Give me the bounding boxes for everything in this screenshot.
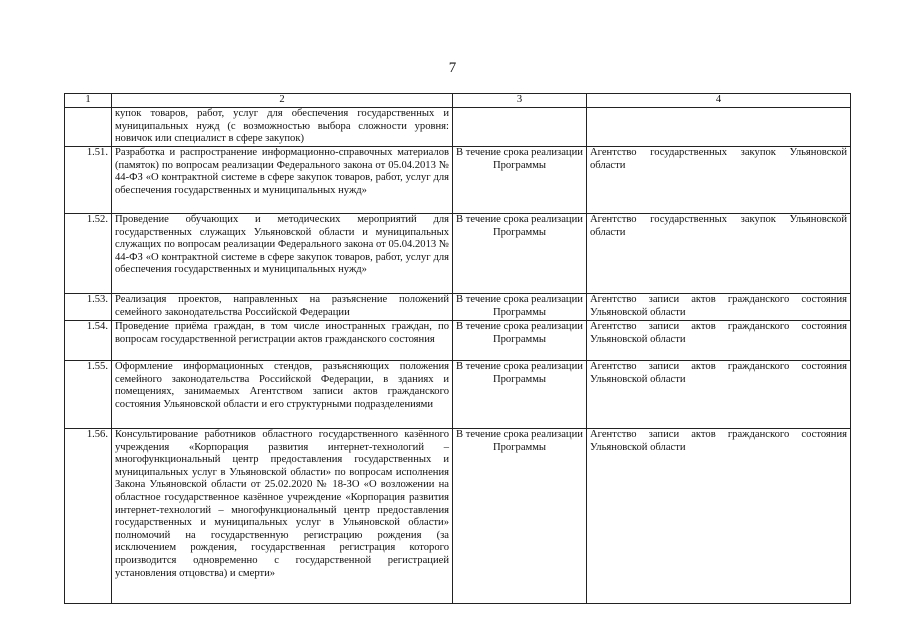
row-description: Оформление информационных стендов, разъясняющих положения семейного законодательства Российской Федерации, в зданиях и помещениях, занимаемых Агентством записи актов гражданского состояния Ульяновской области и его структурными подразделениями [112, 361, 453, 429]
table-row [65, 429, 851, 604]
table-row [65, 321, 851, 361]
row-term: В течение срока реализации Программы [453, 294, 587, 321]
table-row [65, 294, 851, 321]
row-number: 1.52. [65, 214, 112, 294]
column-header-2: 2 [112, 94, 453, 108]
program-measures-table [64, 93, 851, 604]
row-executor: Агентство записи актов гражданского состояния Ульяновской области [587, 321, 851, 361]
row-number: 1.56. [65, 429, 112, 604]
row-executor: Агентство записи актов гражданского состояния Ульяновской области [587, 294, 851, 321]
row-number: 1.55. [65, 361, 112, 429]
row-term: В течение срока реализации Программы [453, 321, 587, 361]
row-executor [587, 108, 851, 147]
row-executor: Агентство государственных закупок Ульяновской области [587, 147, 851, 214]
row-number: 1.54. [65, 321, 112, 361]
page-number: 7 [448, 60, 457, 76]
row-term [453, 108, 587, 147]
row-executor: Агентство государственных закупок Ульяновской области [587, 214, 851, 294]
row-number: 1.53. [65, 294, 112, 321]
column-header-3: 3 [453, 94, 587, 108]
row-term: В течение срока реализации Программы [453, 429, 587, 604]
table-row [65, 361, 851, 429]
row-description: Проведение приёма граждан, в том числе иностранных граждан, по вопросам государственной регистрации актов гражданского состояния [112, 321, 453, 361]
row-term: В течение срока реализации Программы [453, 147, 587, 214]
table-row [65, 214, 851, 294]
row-description: Разработка и распространение информационно-справочных материалов (памяток) по вопросам реализации Федерального закона от 05.04.2013 № 44-ФЗ «О контрактной системе в сфере закупок товаров, работ, услуг для обеспечения государственных и муниципальных нужд» [112, 147, 453, 214]
table-header [65, 94, 851, 108]
table-row [65, 108, 851, 147]
row-number [65, 108, 112, 147]
header-row [65, 94, 851, 108]
row-term: В течение срока реализации Программы [453, 361, 587, 429]
row-term: В течение срока реализации Программы [453, 214, 587, 294]
row-description: Проведение обучающих и методических мероприятий для государственных служащих Ульяновской области и муниципальных служащих по вопросам реализации Федерального закона от 05.04.2013 № 44-ФЗ «О контрактной системе в сфере закупок товаров, работ, услуг для обеспечения государственных и муниципальных нужд» [112, 214, 453, 294]
table-body [65, 108, 851, 604]
row-description: купок товаров, работ, услуг для обеспечения государственных и муниципальных нужд (с возможностью выбора сложности уровня: новичок или специалист в сфере закупок) [112, 108, 453, 147]
row-number: 1.51. [65, 147, 112, 214]
row-description: Реализация проектов, направленных на разъяснение положений семейного законодательства Российской Федерации [112, 294, 453, 321]
table-row [65, 147, 851, 214]
column-header-4: 4 [587, 94, 851, 108]
row-executor: Агентство записи актов гражданского состояния Ульяновской области [587, 361, 851, 429]
row-executor: Агентство записи актов гражданского состояния Ульяновской области [587, 429, 851, 604]
row-description: Консультирование работников областного государственного казённого учреждения «Корпорация развития интернет-технологий – многофункциональный центр предоставления государственных и муниципальных услуг в Ульяновской области» по вопросам исполнения Закона Ульяновской области от 25.02.2020 № 18-ЗО «О возложении на областное государственное казённое учреждение «Корпорация развития интернет-технологий – многофункциональный центр предоставления государственных и муниципальных услуг в Ульяновской области» полномочий на государственную регистрацию рождения (за исключением рождения, государственная регистрация которого производится одновременно с государственной регистрацией установления отцовства) и смерти» [112, 429, 453, 604]
column-header-1: 1 [65, 94, 112, 108]
